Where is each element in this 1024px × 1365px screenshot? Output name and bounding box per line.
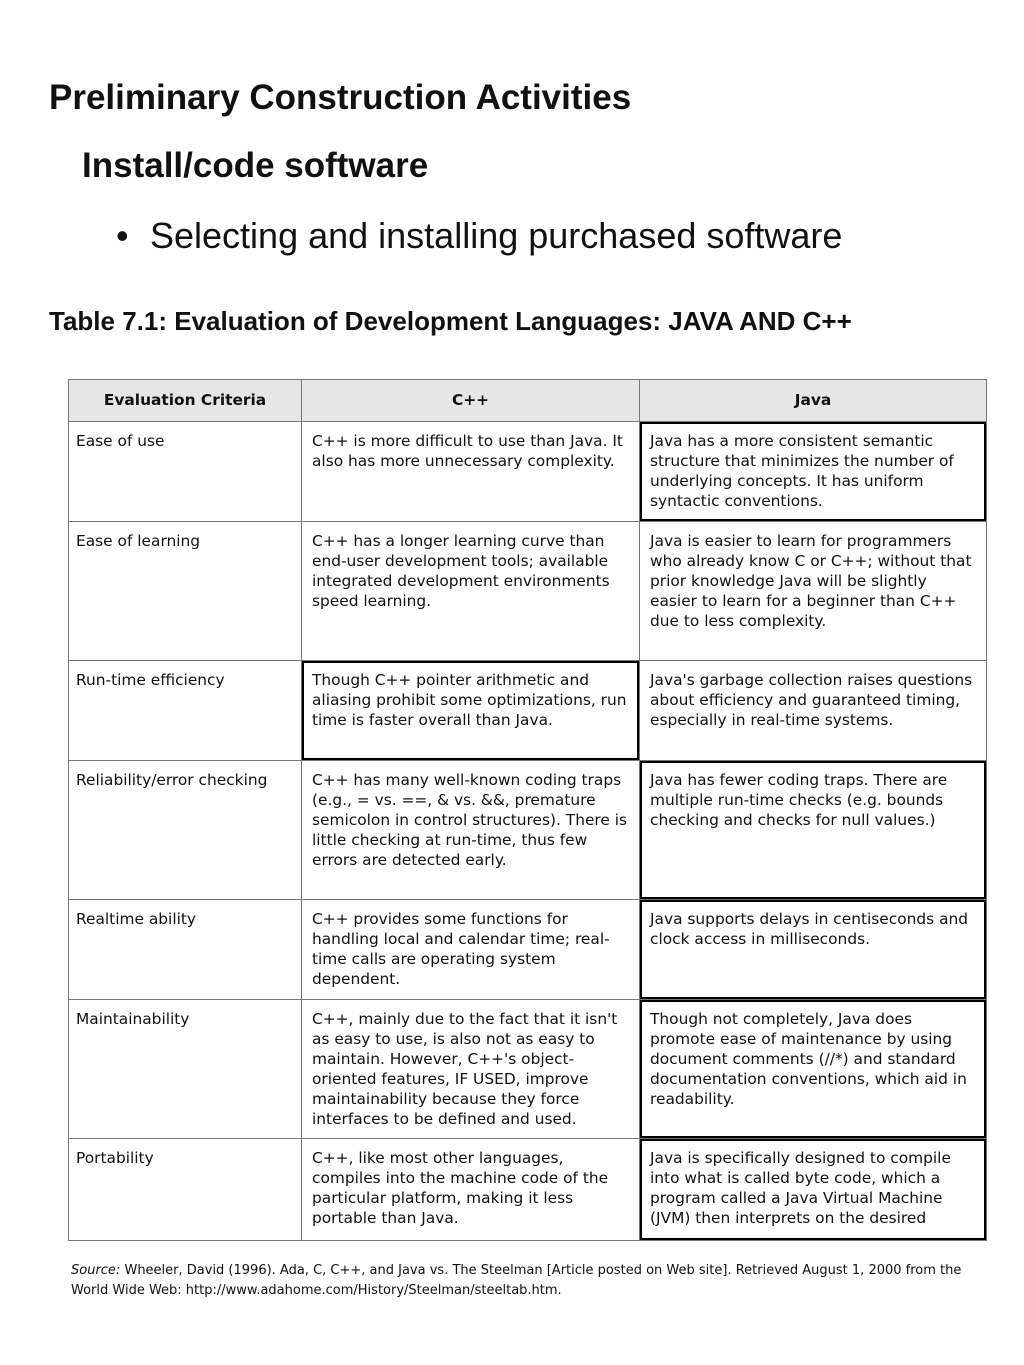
cpp-cell: Though C++ pointer arithmetic and aliasing prohibit some optimizations, run time is faster overall than Java. [302,661,640,761]
table-row [69,522,987,661]
table-caption: Table 7.1: Evaluation of Development Languages: JAVA AND C++ [49,306,852,336]
header-java: Java [640,380,987,422]
java-cell: Java is specifically designed to compile into what is called byte code, which a program called a Java Virtual Machine (JVM) then interprets on the desired [640,1139,987,1241]
cpp-cell: C++ is more difficult to use than Java. It also has more unnecessary complexity. [302,422,640,522]
java-cell: Java is easier to learn for programmers who already know C or C++; without that prior knowledge Java will be slightly easier to learn for a beginner than C++ due to less complexity. [640,522,987,661]
source-citation [71,1261,971,1301]
cpp-cell: C++ provides some functions for handling local and calendar time; real-time calls are operating system dependent. [302,900,640,1000]
table-row [69,422,987,522]
criteria-cell: Ease of learning [69,522,302,661]
table-row [69,1000,987,1139]
criteria-cell: Realtime ability [69,900,302,1000]
java-cell: Though not completely, Java does promote ease of maintenance by using document comments (//*) and standard documentation conventions, which aid in readability. [640,1000,987,1139]
source-label: Source: [71,1263,121,1278]
cpp-cell: C++, mainly due to the fact that it isn't as easy to use, is also not as easy to maintain. However, C++'s object-oriented features, IF USED, improve maintainability because they force interfaces to be defined and used. [302,1000,640,1139]
bullet-icon: • [116,215,129,256]
evaluation-table [68,379,987,1241]
source-text: Wheeler, David (1996). Ada, C, C++, and Java vs. The Steelman [Article posted on Web site]. Retrieved August 1, 2000 from the World Wide Web: http://www.adahome.com/History/Steelman/steeltab.htm. [71,1263,962,1298]
slide-title: Preliminary Construction Activities [49,78,632,117]
cpp-cell: C++ has many well-known coding traps (e.g., = vs. ==, & vs. &&, premature semicolon in control structures). There is little checking at run-time, thus few errors are detected early. [302,761,640,900]
slide-subtitle: Install/code software [82,146,429,185]
criteria-cell: Portability [69,1139,302,1241]
bullet-text: Selecting and installing purchased software [150,215,843,256]
cpp-cell: C++ has a longer learning curve than end-user development tools; available integrated development environments speed learning. [302,522,640,661]
java-cell: Java has fewer coding traps. There are multiple run-time checks (e.g. bounds checking and checks for null values.) [640,761,987,900]
table-row [69,761,987,900]
header-evaluation-criteria: Evaluation Criteria [69,380,302,422]
table-row [69,1139,987,1241]
header-cpp: C++ [302,380,640,422]
java-cell: Java has a more consistent semantic structure that minimizes the number of underlying concepts. It has uniform syntactic conventions. [640,422,987,522]
table-header-row [69,380,987,422]
java-cell: Java's garbage collection raises questions about efficiency and guaranteed timing, especially in real-time systems. [640,661,987,761]
criteria-cell: Run-time efficiency [69,661,302,761]
criteria-cell: Ease of use [69,422,302,522]
table-row [69,900,987,1000]
bullet-item [116,215,842,257]
java-cell: Java supports delays in centiseconds and clock access in milliseconds. [640,900,987,1000]
criteria-cell: Reliability/error checking [69,761,302,900]
table-row [69,661,987,761]
criteria-cell: Maintainability [69,1000,302,1139]
cpp-cell: C++, like most other languages, compiles into the machine code of the particular platform, making it less portable than Java. [302,1139,640,1241]
